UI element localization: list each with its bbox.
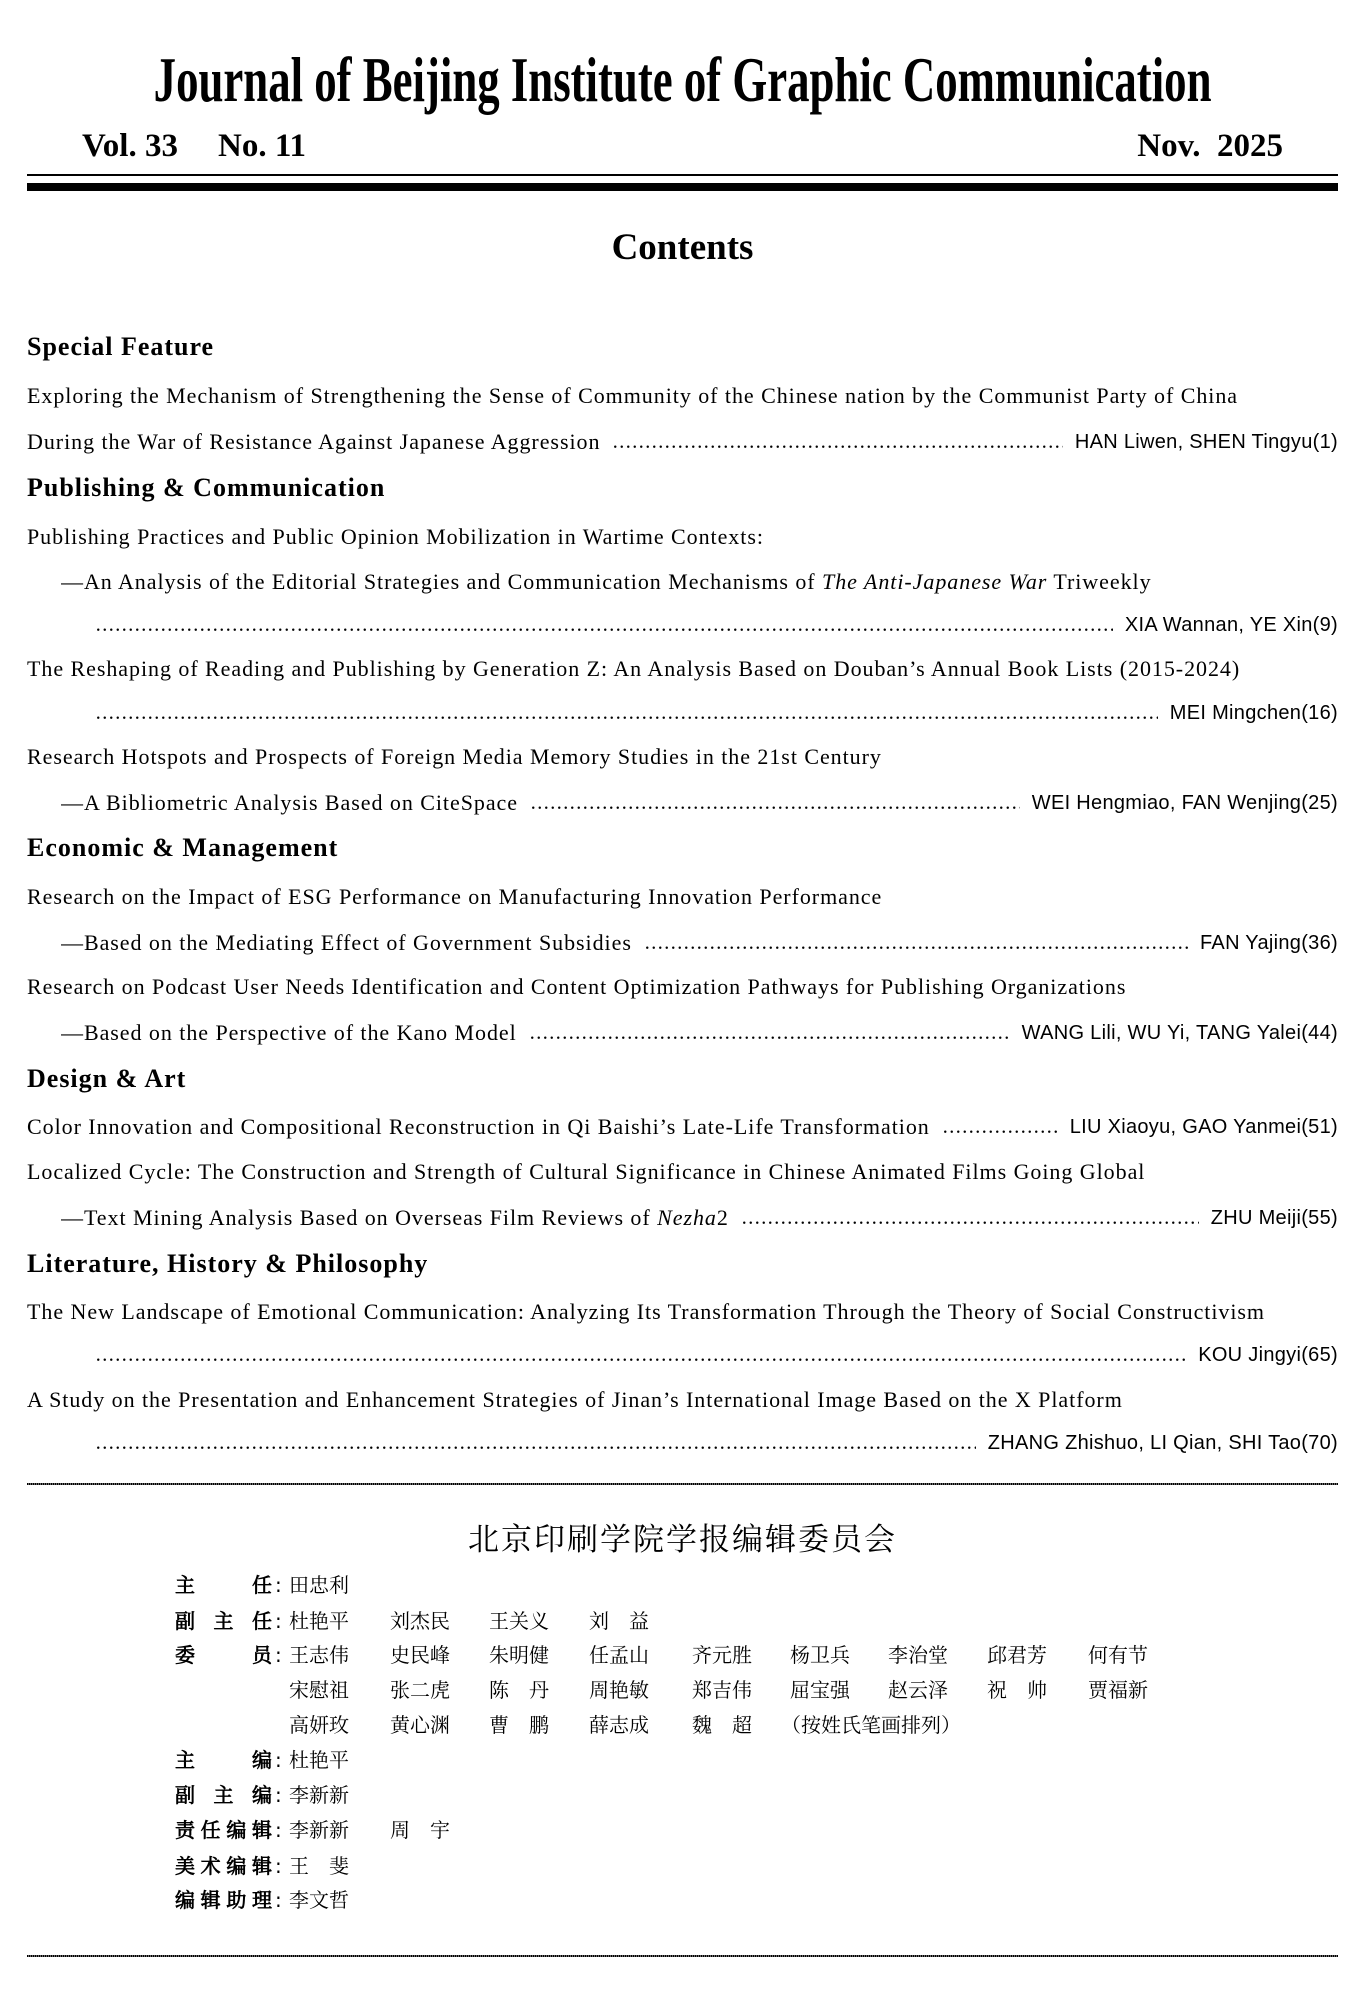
editorial-board-title: 北京印刷学院学报编辑委员会: [468, 1522, 897, 1558]
board-member: 王 斐: [289, 1854, 349, 1878]
board-role-char: 辑: [200, 1888, 221, 1912]
board-member: 李新新: [289, 1818, 349, 1842]
article-title: A Study on the Presentation and Enhancement Strategies of Jinan’s International Image Based on the X Platform: [27, 1387, 1123, 1412]
board-member: 邱君芳: [987, 1643, 1047, 1667]
board-role-char: 辑: [251, 1854, 272, 1878]
board-role-char: 美: [175, 1854, 195, 1878]
section-heading: Design & Art: [27, 1064, 187, 1093]
subtitle-text: —Text Mining Analysis Based on Overseas Film Reviews of: [61, 1205, 658, 1230]
board-member: 赵云泽: [888, 1678, 948, 1702]
toc-line: [61, 1020, 1338, 1046]
leader-dots: [644, 930, 1188, 956]
board-role-label: [175, 1815, 272, 1845]
issue-date: Nov. 2025: [1137, 128, 1283, 164]
toc-line: [61, 930, 1338, 956]
subtitle-text: —An Analysis of the Editorial Strategies and Communication Mechanisms of: [61, 569, 823, 594]
leader-dots: [95, 1430, 976, 1456]
board-member: 郑吉伟: [692, 1678, 752, 1702]
toc-line: [27, 524, 1338, 550]
board-role-char: 编: [252, 1748, 272, 1772]
board-role-label: [175, 1570, 272, 1600]
board-role-char: 理: [251, 1888, 272, 1912]
board-member: 李文哲: [289, 1888, 349, 1912]
board-member: 杜艳平: [289, 1748, 349, 1772]
article-page: (55): [1301, 1207, 1338, 1229]
board-role-char: 编: [252, 1783, 272, 1807]
board-row: [175, 1675, 1185, 1705]
board-member: 王志伟: [289, 1643, 349, 1667]
article-title-cont: During the War of Resistance Against Japanese Aggression: [27, 429, 601, 454]
leader-dots: [530, 790, 1020, 816]
board-member: 刘 益: [589, 1609, 649, 1633]
board-row: [175, 1885, 1185, 1915]
article-subtitle: —A Bibliometric Analysis Based on CiteSpace: [61, 790, 518, 815]
toc-line: [95, 1430, 1338, 1456]
leader-dots: [529, 1020, 1010, 1046]
article-title: Publishing Practices and Public Opinion Mobilization in Wartime Contexts:: [27, 524, 764, 549]
article-title: Color Innovation and Compositional Reconstruction in Qi Baishi’s Late-Life Transformation: [27, 1114, 930, 1139]
article-authors: HAN Liwen, SHEN Tingyu: [1074, 431, 1313, 453]
board-colon: :: [275, 1573, 282, 1597]
subtitle-italic: The Anti-Japanese War: [822, 569, 1048, 594]
footer-separator: [27, 1955, 1338, 1957]
toc-line: [27, 974, 1338, 1000]
article-page: (9): [1312, 614, 1338, 636]
board-colon: :: [275, 1609, 282, 1633]
leader-dots: [741, 1205, 1199, 1231]
subtitle-text: Triweekly: [1047, 569, 1152, 594]
board-role-char: 委: [175, 1643, 195, 1667]
article-page: (65): [1301, 1344, 1338, 1366]
article-title: Exploring the Mechanism of Strengthening the Sense of Community of the Chinese nation by the Communist Party of China: [27, 383, 1239, 408]
subtitle-italic: Nezha: [657, 1205, 717, 1230]
board-member: 周 宇: [390, 1818, 450, 1842]
toc-line: [95, 700, 1338, 726]
board-member: 贾福新: [1088, 1678, 1148, 1702]
board-role-char: 任: [252, 1609, 272, 1633]
article-title: The New Landscape of Emotional Communication: Analyzing Its Transformation Through the Theory of Social Constructivism: [27, 1299, 1265, 1324]
toc-line: [27, 1159, 1338, 1185]
article-title: Research Hotspots and Prospects of Foreign Media Memory Studies in the 21st Century: [27, 744, 882, 769]
board-member: 周艳敏: [589, 1678, 649, 1702]
board-role-char: 副: [175, 1783, 195, 1807]
board-order-note: （按姓氏笔画排列）: [781, 1713, 961, 1737]
board-member: 王关义: [489, 1609, 549, 1633]
board-row: [175, 1851, 1185, 1881]
board-role-char: 主: [175, 1573, 195, 1597]
board-role-char: 任: [200, 1818, 221, 1842]
board-member: 薛志成: [589, 1713, 649, 1737]
journal-title-text: Journal of Beijing Institute of Graphic Communication: [153, 44, 1212, 115]
board-row: [175, 1606, 1185, 1636]
article-title: Research on the Impact of ESG Performance on Manufacturing Innovation Performance: [27, 884, 883, 909]
board-colon: :: [275, 1748, 282, 1772]
board-member: 张二虎: [390, 1678, 450, 1702]
section-heading: Economic & Management: [27, 833, 339, 862]
board-role-label: [175, 1640, 272, 1670]
article-page: (51): [1301, 1116, 1338, 1138]
toc-line: [61, 790, 1338, 816]
board-row: [175, 1745, 1185, 1775]
board-colon: :: [275, 1643, 282, 1667]
article-page: (16): [1301, 702, 1338, 724]
board-role-char: 副: [175, 1609, 195, 1633]
board-colon: :: [275, 1783, 282, 1807]
toc-line: [61, 1205, 1338, 1231]
article-subtitle: [61, 569, 1152, 595]
article-authors: XIA Wannan, YE Xin: [1124, 614, 1313, 636]
toc-line: [27, 884, 1338, 910]
board-role-char: 主: [175, 1748, 195, 1772]
board-member: 田忠利: [289, 1573, 349, 1597]
board-role-char: 员: [252, 1643, 272, 1667]
toc-line: [27, 1114, 1338, 1140]
article-authors: ZHU Meiji: [1210, 1207, 1302, 1229]
board-row: [175, 1640, 1185, 1670]
section-heading: Special Feature: [27, 332, 215, 361]
header-rule-thin: [27, 174, 1338, 176]
leader-dots: [942, 1114, 1058, 1140]
article-title: Localized Cycle: The Construction and Strength of Cultural Significance in Chinese Animated Films Going Global: [27, 1159, 1146, 1184]
board-row: [175, 1570, 1185, 1600]
board-member: 屈宝强: [790, 1678, 850, 1702]
board-member: 何有节: [1088, 1643, 1148, 1667]
toc-line: [27, 656, 1338, 682]
leader-dots: [95, 700, 1158, 726]
toc-line: [95, 1342, 1338, 1368]
board-member: 朱明健: [489, 1643, 549, 1667]
leader-dots: [95, 1342, 1186, 1368]
board-member: 祝 帅: [987, 1678, 1047, 1702]
contents-title: Contents: [611, 227, 754, 268]
board-member: 魏 超: [692, 1713, 752, 1737]
board-member: 杨卫兵: [790, 1643, 850, 1667]
volume-issue: [82, 128, 306, 164]
board-member: 任孟山: [589, 1643, 649, 1667]
board-member: 宋慰祖: [289, 1678, 349, 1702]
board-row: [175, 1710, 1185, 1740]
board-role-char: 编: [226, 1818, 247, 1842]
article-authors: MEI Mingchen: [1169, 702, 1302, 724]
board-role-label: [175, 1851, 272, 1881]
board-role-char: 编: [226, 1854, 247, 1878]
section-heading: Publishing & Communication: [27, 473, 386, 502]
toc-line: [27, 744, 1338, 770]
board-row: [175, 1780, 1185, 1810]
board-role-char: 任: [252, 1573, 272, 1597]
board-role-char: 术: [200, 1854, 221, 1878]
toc-line: [27, 429, 1338, 455]
leader-dots: [612, 429, 1062, 455]
journal-title: [0, 44, 1365, 118]
section-separator: [27, 1483, 1338, 1485]
leader-dots: [95, 612, 1113, 638]
board-role-char: 主: [213, 1783, 234, 1807]
article-page: (25): [1301, 792, 1338, 814]
section-heading: Literature, History & Philosophy: [27, 1249, 429, 1278]
article-title: The Reshaping of Reading and Publishing by Generation Z: An Analysis Based on Douban’s Annual Book Lists (2015-2024): [27, 656, 1241, 681]
board-role-char: 责: [175, 1818, 195, 1842]
board-member: 齐元胜: [692, 1643, 752, 1667]
article-page: (70): [1301, 1432, 1338, 1454]
board-member: 杜艳平: [289, 1609, 349, 1633]
board-role-label: [175, 1885, 272, 1915]
toc-line: [27, 1299, 1338, 1325]
board-colon: :: [275, 1818, 282, 1842]
board-colon: :: [275, 1888, 282, 1912]
board-role-char: 辑: [251, 1818, 272, 1842]
article-page: (36): [1301, 932, 1338, 954]
board-row: [175, 1815, 1185, 1845]
header-rule-thick: [27, 183, 1338, 191]
board-role-char: 主: [213, 1609, 234, 1633]
board-member: 黄心渊: [390, 1713, 450, 1737]
board-member: 高妍玫: [289, 1713, 349, 1737]
article-authors: FAN Yajing: [1200, 932, 1302, 954]
volume-number: Vol. 33: [82, 128, 178, 164]
article-subtitle: —Based on the Mediating Effect of Government Subsidies: [61, 930, 632, 955]
board-role-label: [175, 1606, 272, 1636]
article-authors: KOU Jingyi: [1198, 1344, 1302, 1366]
board-colon: :: [275, 1854, 282, 1878]
board-member: 史民峰: [390, 1643, 450, 1667]
board-role-label: [175, 1745, 272, 1775]
article-page: (44): [1301, 1022, 1338, 1044]
subtitle-text: 2: [716, 1205, 729, 1230]
board-member: 陈 丹: [489, 1678, 549, 1702]
toc-line: [61, 569, 1338, 595]
article-authors: WANG Lili, WU Yi, TANG Yalei: [1021, 1022, 1302, 1044]
article-title: Research on Podcast User Needs Identification and Content Optimization Pathways for Publishing Organizations: [27, 974, 1127, 999]
toc-line: [27, 383, 1338, 409]
board-role-char: 助: [226, 1888, 247, 1912]
board-member: 刘杰民: [390, 1609, 450, 1633]
article-page: (1): [1312, 431, 1338, 453]
board-member: 曹 鹏: [489, 1713, 549, 1737]
toc-line: [95, 612, 1338, 638]
article-authors: ZHANG Zhishuo, LI Qian, SHI Tao: [987, 1432, 1302, 1454]
board-member: 李新新: [289, 1783, 349, 1807]
issue-number: No. 11: [217, 128, 306, 164]
article-subtitle: —Based on the Perspective of the Kano Model: [61, 1020, 517, 1045]
article-authors: LIU Xiaoyu, GAO Yanmei: [1069, 1116, 1302, 1138]
article-subtitle: [61, 1205, 729, 1231]
toc-line: [27, 1387, 1338, 1413]
board-role-char: 编: [175, 1888, 195, 1912]
board-member: 李治堂: [888, 1643, 948, 1667]
article-authors: WEI Hengmiao, FAN Wenjing: [1031, 792, 1302, 814]
board-role-label: [175, 1780, 272, 1810]
